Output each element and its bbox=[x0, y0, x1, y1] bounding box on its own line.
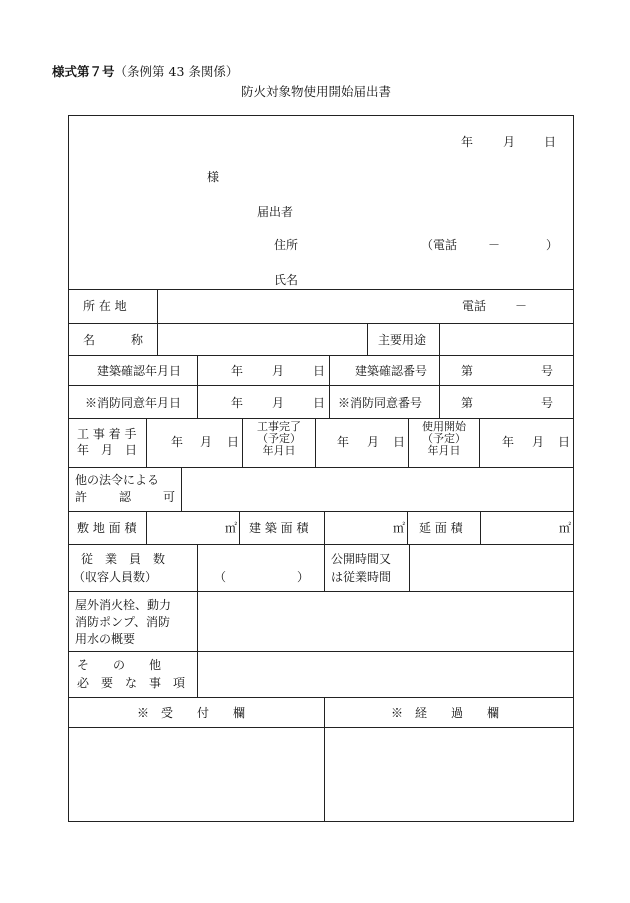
use-start-label-3: 年月日 bbox=[427, 444, 461, 457]
divider bbox=[315, 418, 316, 467]
floor-area-label: 延 面 積 bbox=[419, 521, 463, 535]
document-title: 防火対象物使用開始届出書 bbox=[241, 84, 392, 99]
name-row-label-a: 名 bbox=[83, 333, 96, 347]
building-confirm-day: 日 bbox=[313, 364, 326, 378]
name-row-label-b: 称 bbox=[131, 333, 144, 347]
construction-complete-label bbox=[243, 421, 315, 457]
construction-start-day: 日 bbox=[227, 435, 240, 449]
fire-consent-year: 年 bbox=[231, 396, 244, 410]
divider bbox=[69, 544, 573, 545]
reception-column-label: ※ 受 付 欄 bbox=[137, 706, 246, 720]
phone-dash: － bbox=[488, 238, 501, 252]
building-area-unit: ㎡ bbox=[393, 521, 406, 535]
use-start-year: 年 bbox=[502, 435, 515, 449]
site-area-unit: ㎡ bbox=[225, 521, 238, 535]
building-confirm-date-label: 建築確認年月日 bbox=[97, 364, 182, 378]
other-needs-label-2: 必 要 な 事 項 bbox=[77, 676, 186, 690]
other-law-label-1: 他の法令による bbox=[75, 473, 160, 487]
divider bbox=[439, 355, 440, 418]
divider bbox=[324, 544, 325, 591]
use-start-day: 日 bbox=[558, 435, 571, 449]
form-number bbox=[52, 62, 238, 80]
divider bbox=[69, 355, 573, 356]
hours-label-1: 公開時間又 bbox=[331, 552, 392, 566]
form-relation: （条例第 43 条関係） bbox=[114, 64, 239, 79]
divider bbox=[181, 467, 182, 511]
construction-complete-label-1: 工事完了 bbox=[257, 420, 301, 433]
notification-form bbox=[68, 115, 574, 822]
divider bbox=[197, 544, 198, 591]
divider bbox=[480, 511, 481, 544]
hours-label-2: は従業時間 bbox=[331, 570, 392, 584]
divider bbox=[69, 467, 573, 468]
divider bbox=[146, 511, 147, 544]
divider bbox=[157, 289, 158, 355]
date-month: 月 bbox=[503, 135, 516, 149]
construction-complete-day: 日 bbox=[393, 435, 406, 449]
construction-complete-label-2: （予定） bbox=[257, 432, 301, 445]
fire-consent-day: 日 bbox=[313, 396, 326, 410]
divider bbox=[479, 418, 480, 467]
notifier-label: 届出者 bbox=[257, 205, 294, 219]
use-start-label bbox=[409, 421, 479, 457]
building-confirm-year: 年 bbox=[231, 364, 244, 378]
building-confirm-number-label: 建築確認番号 bbox=[355, 364, 428, 378]
site-area-label: 敷 地 面 積 bbox=[77, 521, 137, 535]
employees-label-1: 従 業 員 数 bbox=[81, 552, 166, 566]
divider bbox=[69, 323, 573, 324]
fire-consent-dai: 第 bbox=[461, 396, 474, 410]
address-label: 住所 bbox=[274, 238, 299, 252]
divider bbox=[329, 355, 330, 418]
divider bbox=[146, 418, 147, 467]
divider bbox=[69, 385, 573, 386]
phone-paren-close: ） bbox=[546, 238, 559, 252]
construction-start-label-1: 工 事 着 手 bbox=[77, 427, 137, 441]
other-law-label-2a: 許 bbox=[75, 490, 88, 504]
construction-start-month: 月 bbox=[200, 435, 213, 449]
employees-paren-open: （ bbox=[214, 570, 227, 584]
phone-paren-open: （電話 bbox=[421, 238, 458, 252]
fire-consent-go: 号 bbox=[541, 396, 554, 410]
building-confirm-month: 月 bbox=[272, 364, 285, 378]
construction-complete-year: 年 bbox=[337, 435, 350, 449]
use-start-label-1: 使用開始 bbox=[422, 420, 466, 433]
divider bbox=[367, 323, 368, 355]
other-needs-label-1: そ の 他 bbox=[77, 658, 162, 672]
fire-consent-month: 月 bbox=[272, 396, 285, 410]
construction-complete-label-3: 年月日 bbox=[262, 444, 296, 457]
construction-complete-month: 月 bbox=[367, 435, 380, 449]
divider bbox=[407, 511, 408, 544]
other-law-label-2c: 可 bbox=[163, 490, 176, 504]
location-phone-dash: － bbox=[515, 299, 528, 313]
divider bbox=[69, 651, 573, 652]
use-start-label-2: （予定） bbox=[422, 432, 466, 445]
divider bbox=[324, 697, 325, 821]
date-day: 日 bbox=[544, 135, 557, 149]
date-year: 年 bbox=[461, 135, 474, 149]
divider bbox=[69, 697, 573, 698]
divider bbox=[69, 289, 573, 290]
name-label: 氏名 bbox=[274, 273, 299, 287]
divider bbox=[324, 511, 325, 544]
progress-column-label: ※ 経 過 欄 bbox=[391, 706, 500, 720]
use-start-month: 月 bbox=[532, 435, 545, 449]
divider bbox=[197, 591, 198, 697]
hydrant-label-2: 消防ポンプ、消防 bbox=[75, 615, 171, 629]
divider bbox=[439, 323, 440, 355]
divider bbox=[69, 727, 573, 728]
divider bbox=[69, 511, 573, 512]
fire-consent-date-label: ※消防同意年月日 bbox=[85, 396, 182, 410]
addressee-suffix: 様 bbox=[207, 170, 220, 184]
employees-label-2: （収容人員数） bbox=[73, 570, 158, 584]
location-label: 所 在 地 bbox=[83, 299, 127, 313]
building-confirm-dai: 第 bbox=[461, 364, 474, 378]
other-law-label-2b: 認 bbox=[119, 490, 132, 504]
divider bbox=[197, 355, 198, 418]
divider bbox=[239, 511, 240, 544]
hydrant-label-1: 屋外消火栓、動力 bbox=[75, 598, 172, 612]
divider bbox=[409, 544, 410, 591]
main-use-label: 主要用途 bbox=[378, 333, 427, 347]
form-number-bold: 様式第７号 bbox=[52, 64, 115, 79]
fire-consent-number-label: ※消防同意番号 bbox=[338, 396, 423, 410]
divider bbox=[69, 591, 573, 592]
divider bbox=[69, 418, 573, 419]
building-confirm-go: 号 bbox=[541, 364, 554, 378]
floor-area-unit: ㎡ bbox=[559, 521, 572, 535]
hydrant-label-3: 用水の概要 bbox=[75, 632, 136, 646]
location-phone-label: 電話 bbox=[462, 299, 487, 313]
construction-start-year: 年 bbox=[171, 435, 184, 449]
construction-start-label-2: 年 月 日 bbox=[77, 443, 138, 457]
employees-paren-close: ） bbox=[297, 570, 310, 584]
building-area-label: 建 築 面 積 bbox=[249, 521, 309, 535]
